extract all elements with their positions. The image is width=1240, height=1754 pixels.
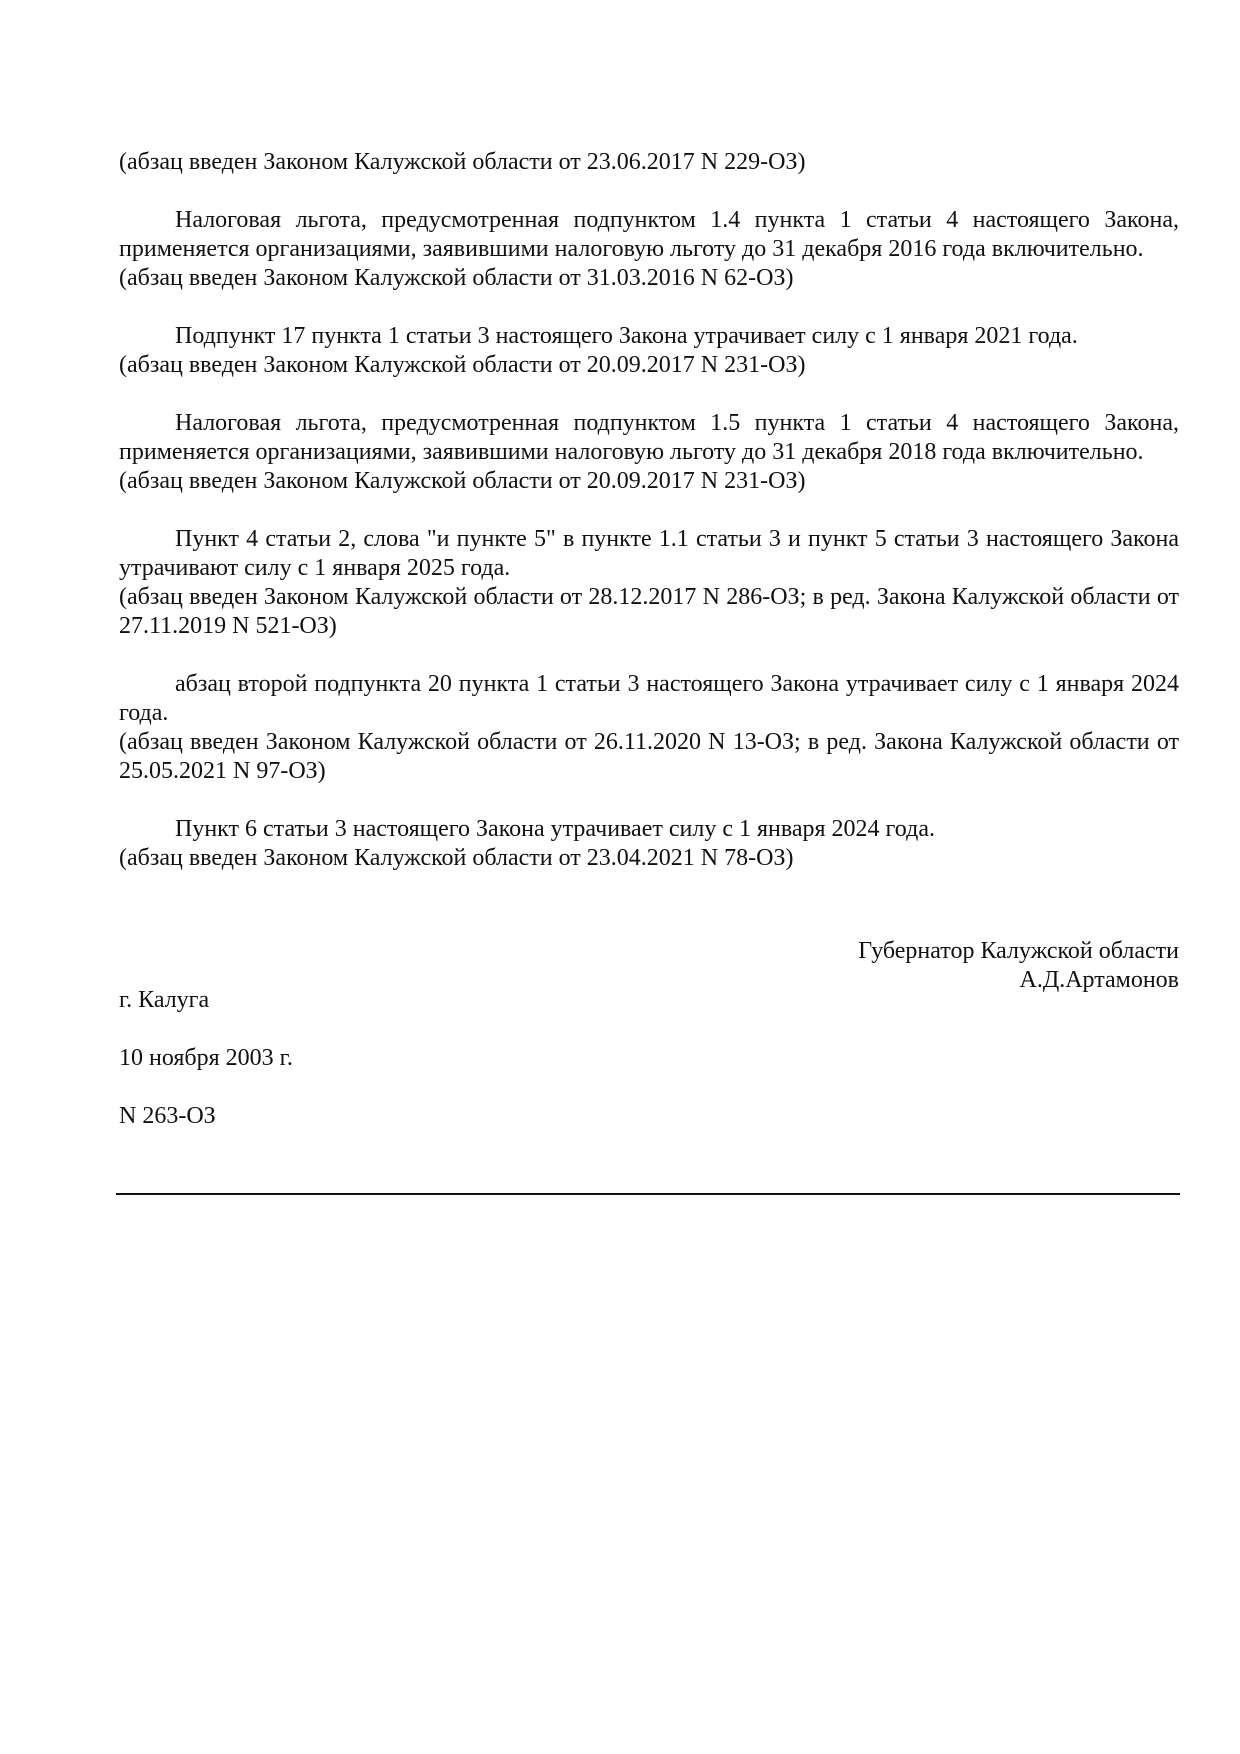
document-body [119, 148, 1179, 873]
amendment-note: (абзац введен Законом Калужской области от 20.09.2017 N 231-ОЗ) [119, 352, 806, 378]
paragraph-gap [119, 293, 1179, 322]
amendment-note: (абзац введен Законом Калужской области от 20.09.2017 N 231-ОЗ) [119, 468, 806, 494]
law-number: N 263-ОЗ [119, 1103, 216, 1129]
amendment-note: (абзац введен Законом Калужской области от 28.12.2017 N 286-ОЗ; в ред. Закона Калужской области от 27.11.2019 N 521-ОЗ) [119, 584, 1179, 639]
paragraph: Пункт 6 статьи 3 настоящего Закона утрачивает силу с 1 января 2024 года. [175, 816, 935, 842]
paragraph-gap [119, 177, 1179, 206]
amendment-note: (абзац введен Законом Калужской области от 23.04.2021 N 78-ОЗ) [119, 845, 794, 871]
paragraph: Подпункт 17 пункта 1 статьи 3 настоящего Закона утрачивает силу с 1 января 2021 года. [175, 323, 1078, 349]
paragraph-gap [119, 786, 1179, 815]
signing-date: 10 ноября 2003 г. [119, 1045, 293, 1071]
place-of-signing: г. Калуга [119, 987, 210, 1013]
paragraph: Налоговая льгота, предусмотренная подпунктом 1.4 пункта 1 статьи 4 настоящего Закона, применяется организациями, заявившими налоговую льготу до 31 декабря 2016 года включительно. [119, 207, 1179, 262]
paragraph: Налоговая льгота, предусмотренная подпунктом 1.5 пункта 1 статьи 4 настоящего Закона, применяется организациями, заявившими налоговую льготу до 31 декабря 2018 года включительно. [119, 410, 1179, 465]
signatory-name: А.Д.Артамонов [1019, 967, 1179, 993]
amendment-note: (абзац введен Законом Калужской области от 26.11.2020 N 13-ОЗ; в ред. Закона Калужской области от 25.05.2021 N 97-ОЗ) [119, 729, 1179, 784]
signatory-title: Губернатор Калужской области [858, 938, 1179, 964]
paragraph-gap [119, 496, 1179, 525]
footer-divider [116, 1193, 1180, 1195]
paragraph-gap [119, 380, 1179, 409]
signature-block [858, 937, 1179, 995]
paragraph: абзац второй подпункта 20 пункта 1 статьи 3 настоящего Закона утрачивает силу с 1 января 2024 года. [119, 671, 1179, 726]
paragraph-gap [119, 641, 1179, 670]
amendment-note: (абзац введен Законом Калужской области от 23.06.2017 N 229-ОЗ) [119, 149, 806, 175]
paragraph: Пункт 4 статьи 2, слова "и пункте 5" в пункте 1.1 статьи 3 и пункт 5 статьи 3 настоящего Закона утрачивают силу с 1 января 2025 года. [119, 526, 1179, 581]
amendment-note: (абзац введен Законом Калужской области от 31.03.2016 N 62-ОЗ) [119, 265, 794, 291]
